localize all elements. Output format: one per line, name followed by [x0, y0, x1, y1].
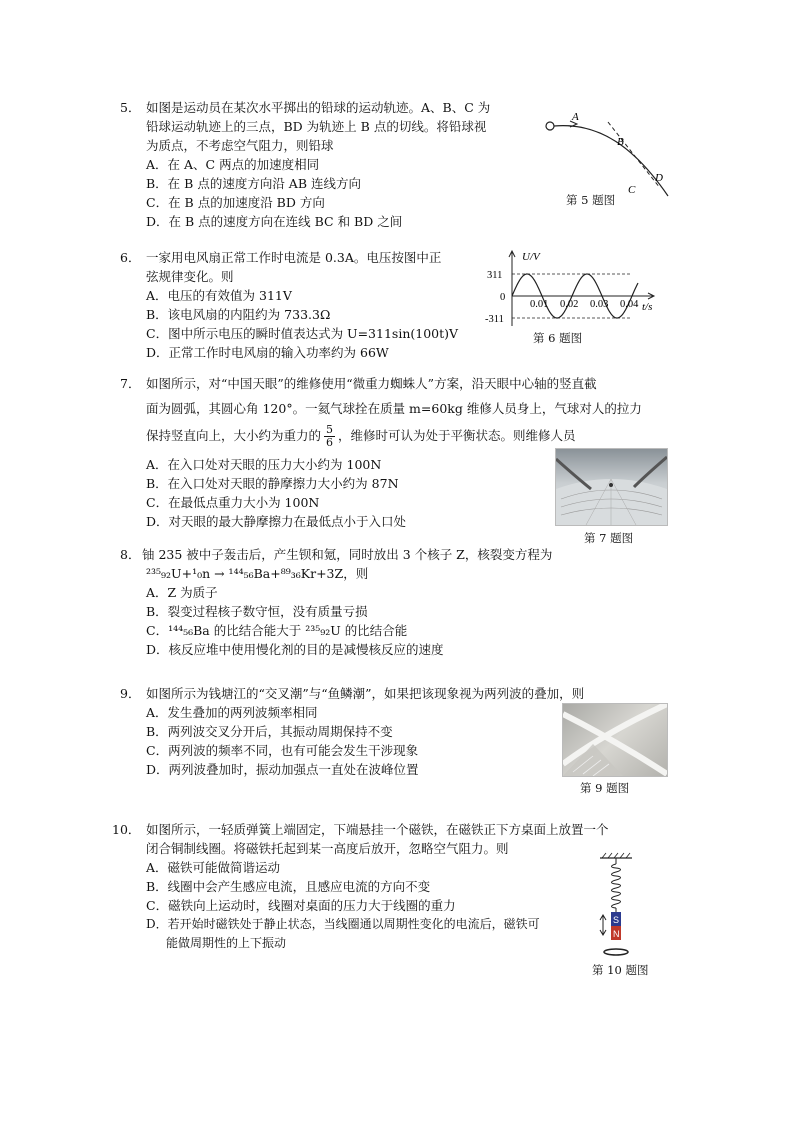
question-stem-line: 一家用电风扇正常工作时电流是 0.3A。电压按图中正: [146, 250, 442, 265]
option-a[interactable]: A．发生叠加的两列波频率相同: [146, 705, 318, 720]
ceiling-hatch: [602, 853, 630, 858]
tangent-line-bd: [608, 122, 660, 188]
copper-coil: [604, 949, 628, 955]
label-d: D: [655, 172, 663, 184]
option-c[interactable]: C．在 B 点的加速度沿 BD 方向: [146, 195, 325, 210]
question-6: [120, 248, 503, 362]
option-c[interactable]: C．图中所示电压的瞬时值表达式为 U=311sin(100t)V: [146, 326, 459, 341]
shot-ball: [546, 122, 554, 130]
option-a[interactable]: A．Z 为质子: [146, 585, 218, 600]
question-stem-line: 如图所示，对“中国天眼”的维修使用“微重力蜘蛛人”方案，沿天眼中心轴的竖直截: [146, 376, 597, 391]
question-stem-line: 如图是运动员在某次水平掷出的铅球的运动轨迹。A、B、C 为: [146, 100, 491, 115]
question-stem-line: 如图所示，一轻质弹簧上端固定，下端悬挂一个磁铁，在磁铁正下方桌面上放置一个: [146, 822, 609, 837]
option-a[interactable]: A．在入口处对天眼的压力大小约为 100N: [146, 457, 382, 472]
option-b[interactable]: B．在 B 点的速度方向沿 AB 连线方向: [146, 176, 361, 191]
question-stem-line: 如图所示为钱塘江的“交叉潮”与“鱼鳞潮”，如果把该现象视为两列波的叠加，则: [146, 686, 585, 701]
motion-arrow-icon: [600, 915, 606, 935]
question-number: 5．: [120, 100, 141, 115]
option-b[interactable]: B．在入口处对天眼的静摩擦力大小约为 87N: [146, 476, 399, 491]
magnet-n-label: N: [613, 929, 620, 939]
trajectory-curve: [554, 126, 668, 196]
y-axis-label: U/V: [522, 251, 540, 263]
nuclear-equation: ²³⁵₉₂U+¹₀n → ¹⁴⁴₅₆Ba+⁸⁹₃₆Kr+3Z，则: [146, 566, 369, 581]
cross-tide-image: [563, 704, 667, 776]
option-d[interactable]: D．对天眼的最大静摩擦力在最低点小于入口处: [146, 514, 407, 529]
x-tick-label: 0.01: [530, 299, 549, 310]
y-tick-label: -311: [485, 314, 504, 325]
question-stem-line: ，维修时可认为处于平衡状态。则维修人员: [338, 428, 576, 443]
cross-tide-photo: [562, 703, 668, 777]
figure-caption: 第 5 题图: [566, 193, 616, 207]
label-c: C: [628, 184, 636, 196]
x-tick-label: 0.04: [620, 299, 639, 310]
trajectory-figure: [540, 108, 675, 203]
fraction: [324, 424, 335, 449]
question-number: 10．: [112, 822, 141, 837]
option-c[interactable]: C．¹⁴⁴₅₆Ba 的比结合能大于 ²³⁵₉₂U 的比结合能: [146, 623, 408, 638]
option-a[interactable]: A．电压的有效值为 311V: [146, 288, 292, 303]
option-c[interactable]: C．磁铁向上运动时，线圈对桌面的压力大于线圈的重力: [146, 898, 456, 913]
question-stem-line: 铀 235 被中子轰击后，产生钡和氪，同时放出 3 个核子 Z，核裂变方程为: [142, 547, 553, 562]
figure-caption: 第 10 题图: [592, 963, 649, 977]
option-d[interactable]: D．两列波叠加时，振动加强点一直处在波峰位置: [146, 762, 419, 777]
option-d[interactable]: D．若开始时磁铁处于静止状态，当线圈通以周期性变化的电流后，磁铁可: [146, 917, 540, 931]
spring-coil: [612, 864, 621, 908]
spring-magnet-figure: [594, 852, 644, 962]
option-b[interactable]: B．线圈中会产生感应电流，且感应电流的方向不变: [146, 879, 431, 894]
x-tick-label: 0.03: [590, 299, 609, 310]
option-d-continued: 能做周期性的上下振动: [166, 936, 287, 950]
voltage-sine-chart: [482, 248, 672, 330]
question-stem-line: 为质点，不考虑空气阻力，则铅球: [146, 138, 334, 153]
figure-caption: 第 6 题图: [533, 331, 583, 345]
figure-caption: 第 9 题图: [580, 781, 630, 795]
x-axis-label: t/s: [642, 301, 653, 313]
question-stem-line: 铅球运动轨迹上的三点，BD 为轨迹上 B 点的切线。将铅球视: [146, 119, 487, 134]
option-c[interactable]: C．两列波的频率不同，也有可能会发生干涉现象: [146, 743, 419, 758]
y-tick-label: 0: [500, 292, 506, 303]
question-number: 7．: [120, 376, 141, 391]
fraction-denominator: 6: [326, 436, 334, 449]
question-stem-line: 弦规律变化。则: [146, 269, 234, 284]
question-stem-line: 保持竖直向上，大小约为重力的: [146, 428, 322, 443]
option-d[interactable]: D．在 B 点的速度方向在连线 BC 和 BD 之间: [146, 214, 403, 229]
question-8: [120, 545, 690, 659]
label-b: B: [617, 136, 624, 148]
question-number: 9．: [120, 686, 141, 701]
fast-telescope-photo: [555, 448, 668, 526]
fraction-numerator: 5: [326, 423, 334, 436]
label-a: A: [572, 111, 579, 123]
option-b[interactable]: B．该电风扇的内阻约为 733.3Ω: [146, 307, 331, 322]
option-d[interactable]: D．核反应堆中使用慢化剂的目的是减慢核反应的速度: [146, 642, 444, 657]
option-a[interactable]: A．磁铁可能做简谐运动: [146, 860, 281, 875]
telescope-dish-image: [556, 449, 667, 525]
magnet-s-label: S: [613, 915, 620, 925]
figure-caption: 第 7 题图: [584, 531, 634, 545]
y-tick-label: 311: [487, 270, 503, 281]
option-b[interactable]: B．两列波交叉分开后，其振动周期保持不变: [146, 724, 393, 739]
option-c[interactable]: C．在最低点重力大小为 100N: [146, 495, 320, 510]
question-number: 8．: [120, 547, 141, 562]
question-stem-line: 面为圆弧，其圆心角 120°。一氦气球拴在质量 m=60kg 维修人员身上，气球对人的拉力: [146, 401, 642, 416]
question-stem-line: 闭合铜制线圈。将磁铁托起到某一高度后放开，忽略空气阻力。则: [146, 841, 509, 856]
option-d[interactable]: D．正常工作时电风扇的输入功率约为 66W: [146, 345, 389, 360]
x-tick-label: 0.02: [560, 299, 579, 310]
option-a[interactable]: A．在 A、C 两点的加速度相同: [146, 157, 320, 172]
question-number: 6．: [120, 250, 141, 265]
option-b[interactable]: B．裂变过程核子数守恒，没有质量亏损: [146, 604, 368, 619]
